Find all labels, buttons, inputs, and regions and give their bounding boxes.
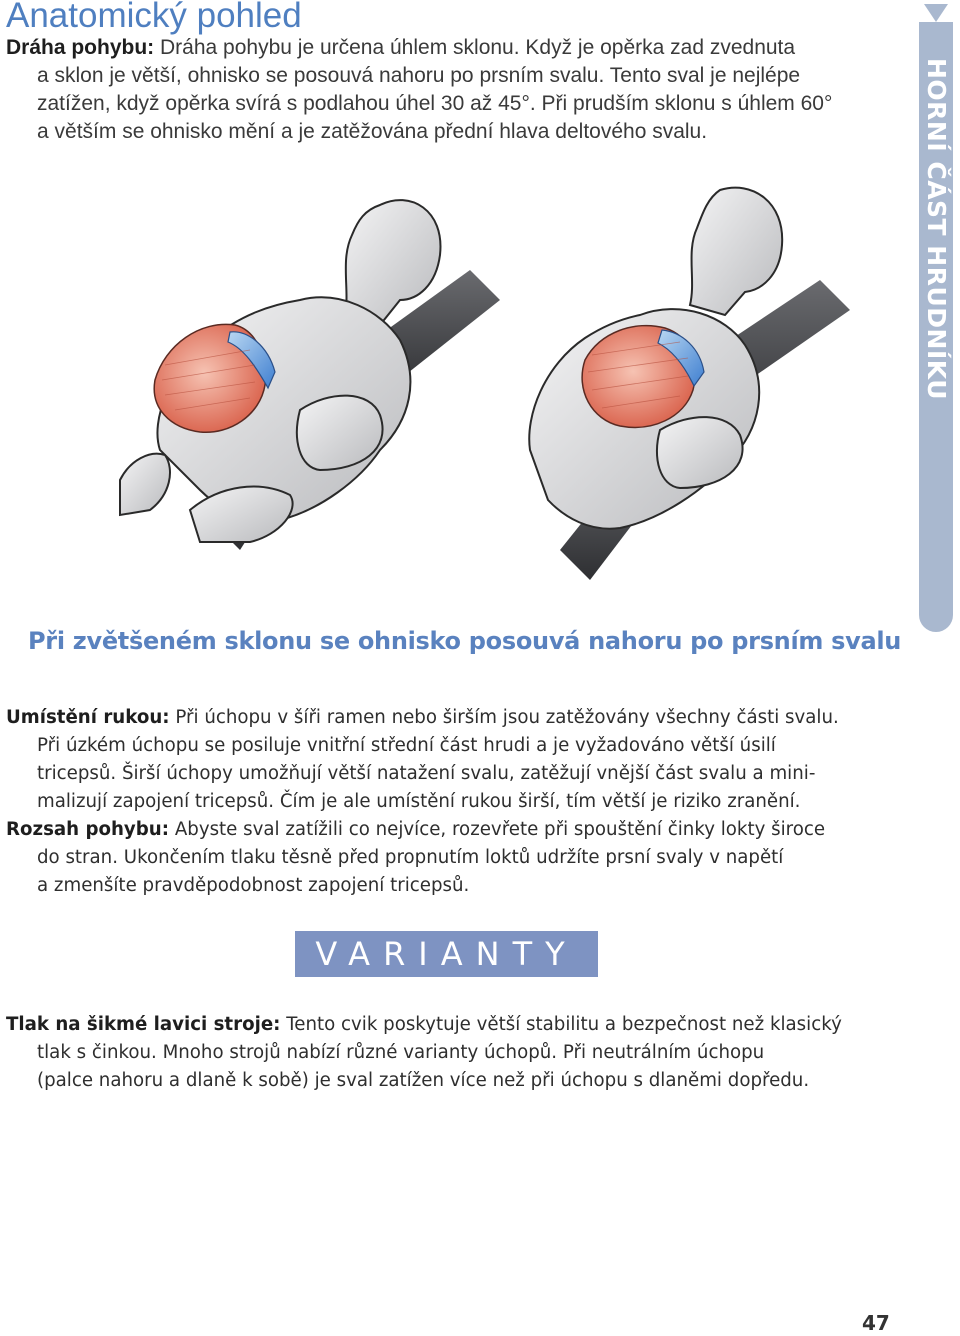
grip-line: Při úchopu v šíři ramen nebo širším jsou zatěžovány všechny části svalu.: [175, 707, 839, 728]
range-label: Rozsah pohybu:: [6, 819, 170, 840]
motion-path-line: Dráha pohybu je určena úhlem sklonu. Když je opěrka zad zvednuta: [160, 36, 796, 59]
page-number: 47: [862, 1311, 890, 1335]
page-title: Anatomický pohled: [6, 0, 302, 35]
motion-path-paragraph: [6, 34, 846, 146]
grip-label: Umístění rukou:: [6, 707, 170, 728]
range-line: Abyste sval zatížili co nejvíce, rozevřete při spouštění činky lokty široce: [174, 819, 826, 840]
anatomy-illustration: [0, 150, 915, 620]
grip-line: Při úzkém úchopu se posiluje vnitřní střední část hrudi a je vyžadováno větší úsilí: [37, 735, 776, 756]
machine-label: Tlak na šikmé lavici stroje:: [6, 1014, 281, 1035]
machine-line: (palce nahoru a dlaně k sobě) je sval zatížen více než při úchopu s dlaněmi dopředu.: [37, 1070, 810, 1091]
machine-line: Tento cvik poskytuje větší stabilitu a bezpečnost než klasický: [286, 1014, 842, 1035]
motion-path-line: a sklon je větší, ohnisko se posouvá nahoru po prsním svalu. Tento sval je nejlépe: [37, 64, 801, 87]
variants-heading: VARIANTY: [295, 931, 598, 977]
section-side-label: HORNÍ ČÁST HRUDNÍKU: [922, 58, 951, 400]
motion-path-label: Dráha pohybu:: [6, 36, 155, 59]
figure-right: [529, 188, 850, 580]
motion-path-line: a větším se ohnisko mění a je zatěžována přední hlava deltového svalu.: [37, 120, 708, 143]
machine-line: tlak s činkou. Mnoho strojů nabízí různé varianty úchopů. Při neutrálním úchopu: [37, 1042, 765, 1063]
range-line: do stran. Ukončením tlaku těsně před propnutím loktů udržíte prsní svaly v napětí: [37, 847, 784, 868]
triangle-marker-icon: [924, 4, 948, 22]
figure-left: [120, 200, 500, 550]
grip-line: malizují zapojení tricepsů. Čím je ale umístění rukou širší, tím větší je riziko zranění.: [37, 791, 801, 812]
range-line: a zmenšíte pravděpodobnost zapojení tricepsů.: [37, 875, 470, 896]
motion-path-line: zatížen, když opěrka svírá s podlahou úhel 30 až 45°. Při prudším sklonu s úhlem 60°: [37, 92, 833, 115]
figure-caption: Při zvětšeném sklonu se ohnisko posouvá nahoru po prsním svalu: [28, 627, 902, 655]
grip-and-range-paragraphs: [6, 704, 906, 900]
machine-variant-paragraph: [6, 1011, 906, 1095]
grip-line: tricepsů. Širší úchopy umožňují větší natažení svalu, zatěžují vnější část svalu a mini-: [37, 763, 816, 784]
